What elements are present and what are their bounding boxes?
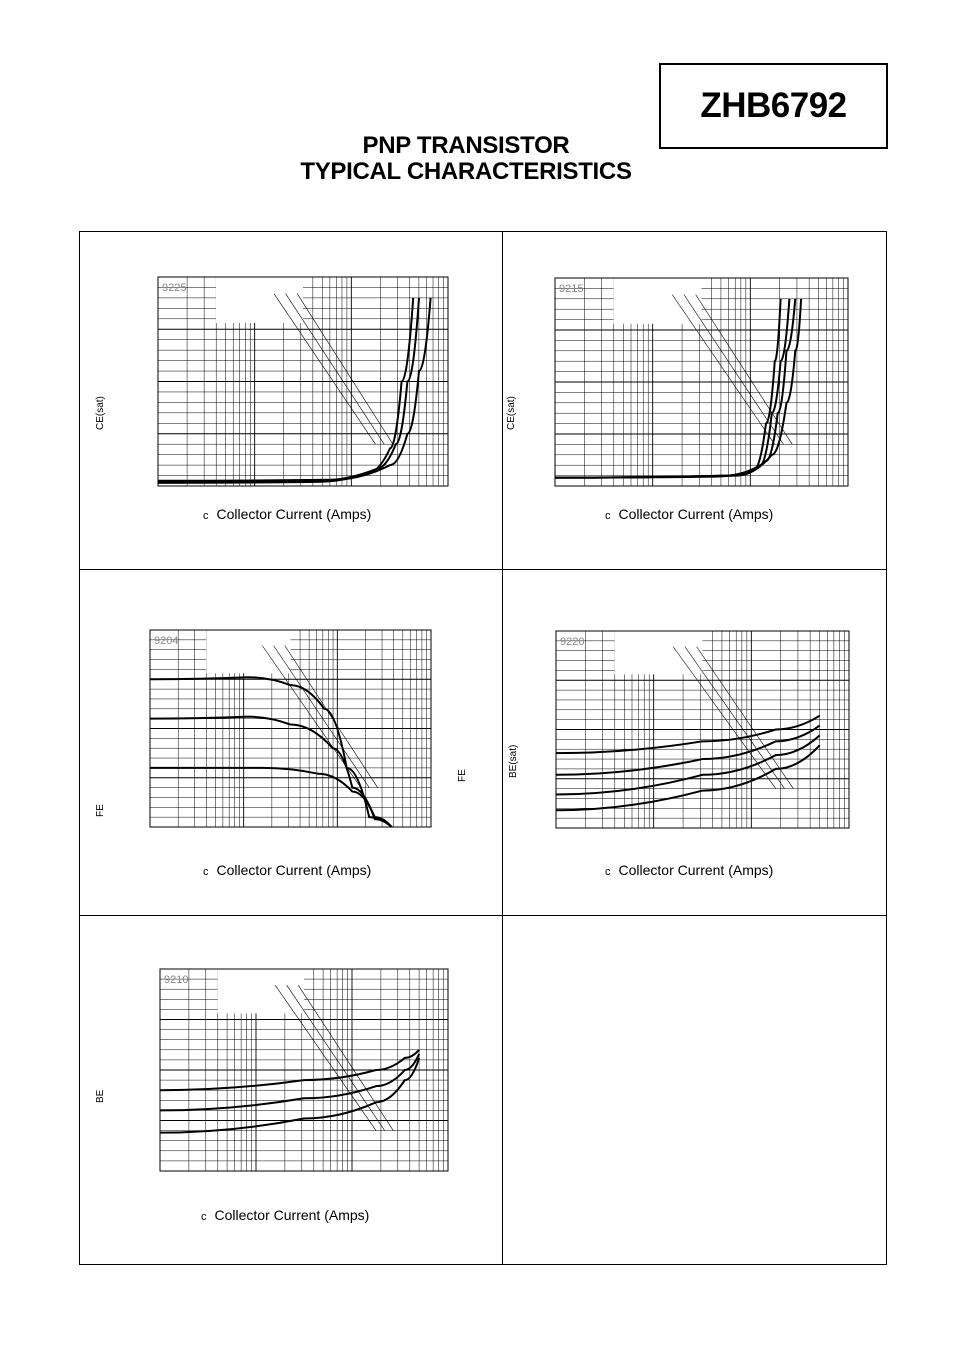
series-curve-0: [555, 299, 781, 478]
chart-vcesat-ylabel: CE(sat): [95, 396, 106, 430]
leader-line: [685, 647, 785, 789]
series-curve-0: [158, 298, 413, 483]
chart-vcesat-xlabel: c Collector Current (Amps): [203, 506, 372, 522]
chart-vbe-xlabel: c Collector Current (Amps): [201, 1207, 370, 1223]
page-title-line2: TYPICAL CHARACTERISTICS: [300, 158, 632, 185]
series-curve-1: [555, 299, 789, 478]
chart-vcesat-2-xlabel: c Collector Current (Amps): [605, 506, 774, 522]
leader-line: [297, 294, 393, 444]
chart-vcesat-2: [555, 278, 848, 486]
leader-line: [274, 294, 376, 444]
grid-divider-row2: [79, 915, 887, 916]
chart-vbesat-ylabel: BE(sat): [508, 744, 519, 778]
chart-vbe-ylabel: BE: [95, 1089, 106, 1103]
leader-line: [285, 646, 378, 788]
chart-code-label: 9225: [162, 282, 187, 294]
leader-line: [274, 646, 370, 788]
series-curve-1: [150, 717, 392, 827]
part-number: ZHB6792: [700, 86, 847, 125]
leader-line: [275, 985, 376, 1130]
leader-line: [673, 647, 776, 789]
chart-vcesat-2-ylabel: CE(sat): [506, 396, 517, 430]
leader-line: [287, 985, 385, 1130]
chart-vbesat: [556, 631, 849, 828]
series-curve-0: [556, 716, 820, 753]
series-curve-2: [158, 298, 431, 481]
leader-line: [672, 295, 775, 445]
series-curve-0: [150, 677, 392, 827]
grid-divider-row1: [79, 569, 887, 570]
chart-vbesat-ylabel-left: FE: [457, 769, 468, 782]
series-curve-1: [158, 298, 419, 482]
series-curve-3: [555, 299, 801, 478]
chart-code-label: 9204: [154, 635, 179, 647]
grid-divider-vertical: [502, 231, 503, 1265]
chart-hfe: [150, 630, 431, 827]
chart-code-label: 9220: [560, 636, 585, 648]
chart-hfe-xlabel: c Collector Current (Amps): [203, 862, 372, 878]
page-title-line1: PNP TRANSISTOR: [362, 132, 570, 159]
chart-vbesat-xlabel: c Collector Current (Amps): [605, 862, 774, 878]
series-curve-2: [555, 299, 795, 478]
leader-line: [696, 295, 793, 445]
chart-code-label: 9215: [559, 283, 584, 295]
leader-line: [262, 646, 360, 788]
leader-line: [684, 295, 784, 445]
chart-vbe: [160, 969, 448, 1171]
leader-line: [298, 985, 393, 1130]
chart-code-label: 9210: [164, 974, 189, 986]
leader-line: [286, 294, 385, 444]
chart-vcesat: [158, 277, 448, 486]
series-curve-1: [556, 726, 820, 775]
chart-hfe-ylabel: FE: [95, 804, 106, 817]
